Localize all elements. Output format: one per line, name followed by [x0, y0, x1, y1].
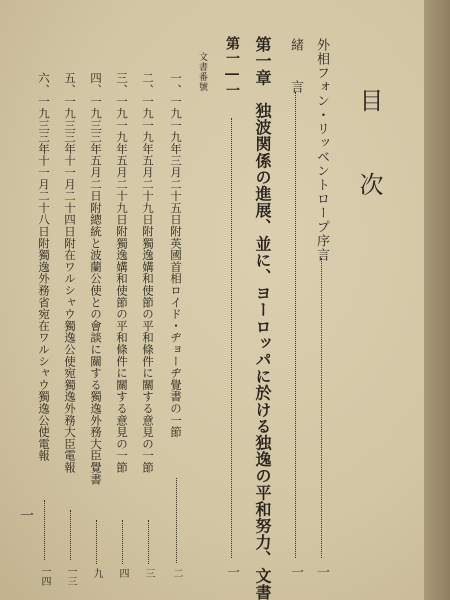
toc-entry: 一、一九一九年三月二十五日附英國首相ロイド・ヂョーヂ覺書の一節 — [169, 72, 183, 438]
leader-dots — [148, 520, 149, 564]
leader-dots — [44, 500, 45, 560]
toc-entry: 三、一九一九年五月二十九日附獨逸媾和使節の平和條件に關する意見の一節 — [115, 72, 129, 474]
toc-entry-preface: 緒 言 — [288, 38, 303, 94]
page-number: 一四 — [39, 566, 50, 586]
leader-dots — [96, 520, 97, 564]
toc-entry: 二、一九一九年五月二十九日附獨逸媾和使節の平和條件に關する意見の一節 — [141, 72, 155, 474]
page-number: 一 — [314, 565, 329, 578]
folio-number: 一 — [18, 508, 34, 522]
leader-dots — [70, 510, 71, 560]
page-number: 一三 — [65, 566, 76, 586]
toc-entry-foreword: 外相フォン・リッベントロープ序言 — [314, 38, 329, 262]
toc-entry: 四、一九三三年五月二日附總統と波蘭公使との會談に關する獨逸外務大臣覺書 — [89, 72, 103, 485]
chapter-heading: 第一章 独波関係の進展、並に、ヨーロッパに於ける独逸の平和努力、文書 — [253, 36, 272, 600]
leader-dots — [176, 478, 177, 563]
leader-dots — [231, 118, 232, 558]
toc-entry: 六、一九三三年十一月二十八日附獨逸外務省宛在ワルシャウ獨逸公使電報 — [37, 72, 51, 462]
toc-entry: 五、一九三三年十一月二十四日附在ワルシャウ獨逸公使宛獨逸外務大臣電報 — [63, 72, 77, 474]
page-number: 一 — [288, 565, 303, 578]
page-number: 九 — [91, 568, 102, 578]
section-heading: 第一―一 — [224, 36, 240, 98]
doc-number-header: 文書番號 — [197, 52, 207, 92]
leader-dots — [295, 92, 296, 558]
leader-dots — [122, 520, 123, 564]
leader-dots — [321, 258, 322, 558]
page-number: 一 — [224, 565, 239, 578]
page-number: 四 — [117, 568, 128, 578]
page-number: 三 — [143, 568, 154, 578]
page-number: 二 — [171, 568, 182, 578]
page-edge — [424, 0, 450, 600]
toc-title: 目 次 — [355, 88, 383, 214]
